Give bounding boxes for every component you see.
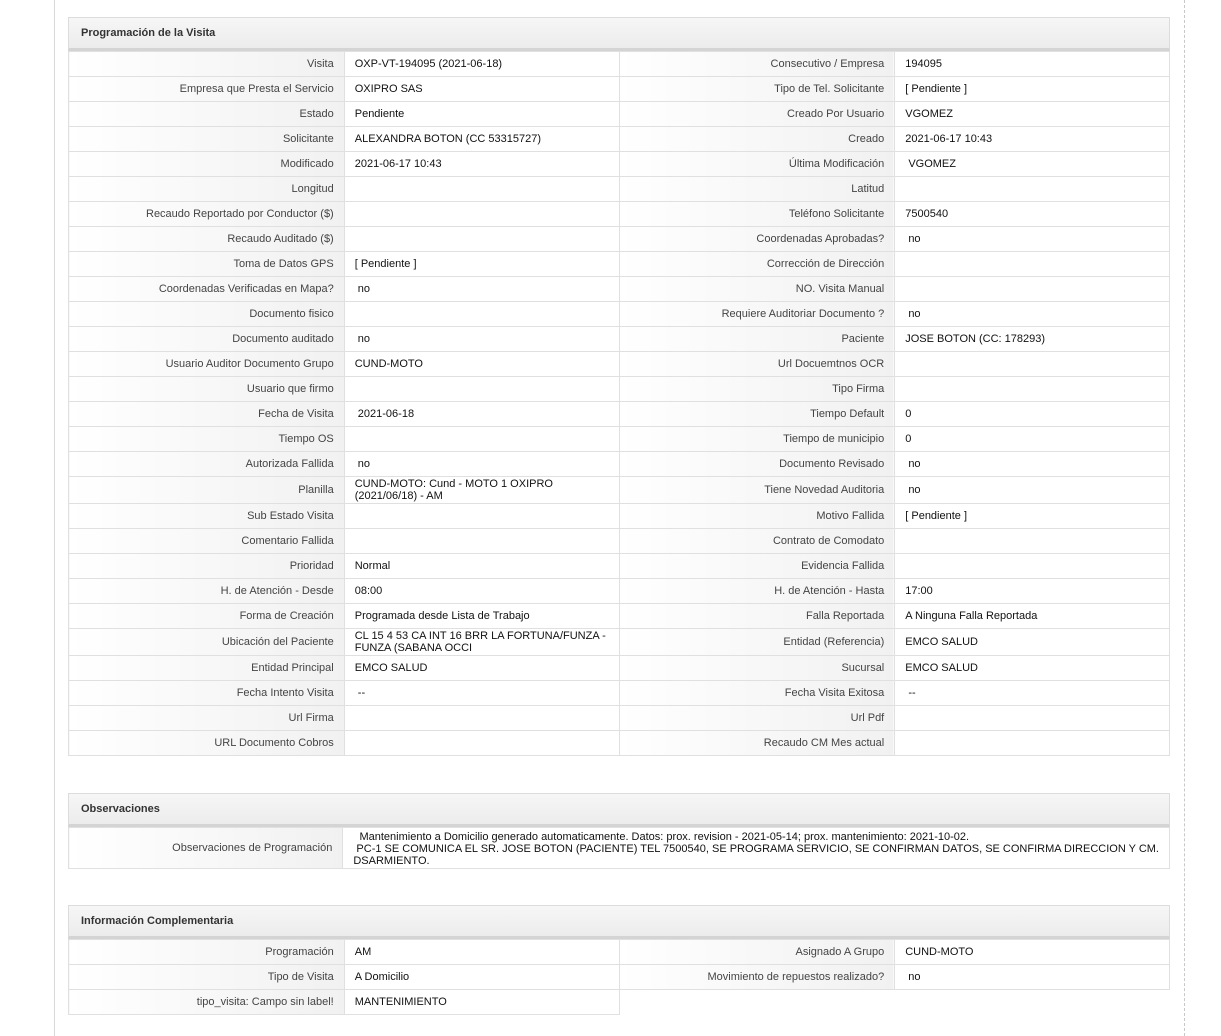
field-label: Usuario que firmo [69, 377, 345, 402]
field-value: CUND-MOTO [895, 940, 1170, 965]
field-label: Corrección de Dirección [619, 252, 895, 277]
field-value: [ Pendiente ] [895, 77, 1170, 102]
field-label: Latitud [619, 177, 895, 202]
field-label: Contrato de Comodato [619, 529, 895, 554]
field-value: A Domicilio [344, 965, 619, 990]
table-row [69, 965, 1170, 990]
field-value: -- [344, 681, 619, 706]
field-value: [ Pendiente ] [344, 252, 619, 277]
complementaria-panel [68, 905, 1170, 1015]
field-value: Programada desde Lista de Trabajo [344, 604, 619, 629]
table-row [69, 377, 1170, 402]
field-label: Entidad Principal [69, 656, 345, 681]
field-value [895, 731, 1170, 756]
field-value [344, 377, 619, 402]
field-label: Modificado [69, 152, 345, 177]
field-label: Planilla [69, 477, 345, 504]
field-label: Última Modificación [619, 152, 895, 177]
field-label: Autorizada Fallida [69, 452, 345, 477]
field-label: Longitud [69, 177, 345, 202]
field-label: Url Docuemtnos OCR [619, 352, 895, 377]
table-row [69, 681, 1170, 706]
field-value [895, 706, 1170, 731]
table-row [69, 656, 1170, 681]
field-value [344, 202, 619, 227]
field-label: H. de Atención - Hasta [619, 579, 895, 604]
field-label: Ubicación del Paciente [69, 629, 345, 656]
field-label: Evidencia Fallida [619, 554, 895, 579]
field-label: Movimiento de repuestos realizado? [619, 965, 895, 990]
field-value [895, 529, 1170, 554]
field-label: Forma de Creación [69, 604, 345, 629]
observaciones-line: DSARMIENTO. [353, 854, 430, 867]
field-label: Visita [69, 52, 345, 77]
field-label: Url Pdf [619, 706, 895, 731]
field-label: Url Firma [69, 706, 345, 731]
field-value: OXP-VT-194095 (2021-06-18) [344, 52, 619, 77]
field-label: Fecha de Visita [69, 402, 345, 427]
observaciones-value [343, 828, 1170, 869]
field-value [344, 427, 619, 452]
table-row [69, 127, 1170, 152]
field-value: Pendiente [344, 102, 619, 127]
field-value [344, 731, 619, 756]
field-label: Estado [69, 102, 345, 127]
field-value: 7500540 [895, 202, 1170, 227]
field-value [895, 352, 1170, 377]
field-value: 0 [895, 427, 1170, 452]
field-label: Sub Estado Visita [69, 504, 345, 529]
field-value: no [895, 965, 1170, 990]
field-label: NO. Visita Manual [619, 277, 895, 302]
field-value: -- [895, 681, 1170, 706]
field-value: VGOMEZ [895, 152, 1170, 177]
field-value: no [895, 452, 1170, 477]
right-dashed-border [1184, 0, 1185, 1036]
field-value: 2021-06-17 10:43 [344, 152, 619, 177]
field-label: Documento auditado [69, 327, 345, 352]
field-value [344, 177, 619, 202]
field-label: Recaudo Reportado por Conductor ($) [69, 202, 345, 227]
field-label: Requiere Auditoriar Documento ? [619, 302, 895, 327]
field-value [895, 177, 1170, 202]
programacion-header: Programación de la Visita [68, 17, 1170, 51]
table-row [69, 327, 1170, 352]
table-row [69, 529, 1170, 554]
programacion-table [68, 51, 1170, 756]
field-value: no [344, 452, 619, 477]
field-label: Tipo de Tel. Solicitante [619, 77, 895, 102]
table-row [69, 277, 1170, 302]
field-label: tipo_visita: Campo sin label! [69, 990, 345, 1015]
table-row [69, 731, 1170, 756]
field-label: Documento fisico [69, 302, 345, 327]
field-label: Prioridad [69, 554, 345, 579]
table-row [69, 402, 1170, 427]
field-label: Sucursal [619, 656, 895, 681]
field-label: Tiempo OS [69, 427, 345, 452]
field-value [895, 277, 1170, 302]
table-row [69, 202, 1170, 227]
table-row [69, 102, 1170, 127]
field-value: CL 15 4 53 CA INT 16 BRR LA FORTUNA/FUNZA - FUNZA (SABANA OCCI [344, 629, 619, 656]
table-row [69, 452, 1170, 477]
table-row [69, 227, 1170, 252]
table-row [69, 579, 1170, 604]
field-value: AM [344, 940, 619, 965]
field-label: Fecha Intento Visita [69, 681, 345, 706]
field-label: Recaudo CM Mes actual [619, 731, 895, 756]
table-row [69, 554, 1170, 579]
field-value: EMCO SALUD [895, 656, 1170, 681]
field-value: no [344, 327, 619, 352]
table-row [69, 302, 1170, 327]
field-label: URL Documento Cobros [69, 731, 345, 756]
field-value [344, 706, 619, 731]
table-row [69, 177, 1170, 202]
table-row [69, 629, 1170, 656]
field-value: no [895, 227, 1170, 252]
table-row [69, 940, 1170, 965]
field-label: Consecutivo / Empresa [619, 52, 895, 77]
programacion-panel [68, 17, 1170, 756]
field-label: Tipo de Visita [69, 965, 345, 990]
field-label: H. de Atención - Desde [69, 579, 345, 604]
field-label: Tiempo Default [619, 402, 895, 427]
field-value: VGOMEZ [895, 102, 1170, 127]
observaciones-line: PC-1 SE COMUNICA EL SR. JOSE BOTON (PACIENTE) TEL 7500540, SE PROGRAMA SERVICIO, SE CONFIRMAN DATOS, SE CONFIRMA DIRECCION Y CM. [353, 842, 1159, 855]
complementaria-header: Información Complementaria [68, 905, 1170, 939]
field-label: Paciente [619, 327, 895, 352]
complementaria-table [68, 939, 1170, 1015]
field-label: Comentario Fallida [69, 529, 345, 554]
field-value: CUND-MOTO [344, 352, 619, 377]
observaciones-panel [68, 793, 1170, 869]
field-label: Tiene Novedad Auditoria [619, 477, 895, 504]
field-value [344, 302, 619, 327]
field-value: MANTENIMIENTO [344, 990, 619, 1015]
field-label: Toma de Datos GPS [69, 252, 345, 277]
field-label: Fecha Visita Exitosa [619, 681, 895, 706]
table-row [69, 477, 1170, 504]
field-label: Programación [69, 940, 345, 965]
field-label: Documento Revisado [619, 452, 895, 477]
observaciones-line: Mantenimiento a Domicilio generado automaticamente. Datos: prox. revision - 2021-05-14; prox. mantenimiento: 2021-10-02. [353, 830, 970, 843]
field-label: Creado Por Usuario [619, 102, 895, 127]
table-row [69, 152, 1170, 177]
field-value: no [344, 277, 619, 302]
field-value: JOSE BOTON (CC: 178293) [895, 327, 1170, 352]
table-row [69, 52, 1170, 77]
field-label: Entidad (Referencia) [619, 629, 895, 656]
table-row [69, 77, 1170, 102]
field-value: 17:00 [895, 579, 1170, 604]
field-value [344, 504, 619, 529]
field-label: Asignado A Grupo [619, 940, 895, 965]
field-label: Teléfono Solicitante [619, 202, 895, 227]
observaciones-header: Observaciones [68, 793, 1170, 827]
field-value: 194095 [895, 52, 1170, 77]
field-value: no [895, 302, 1170, 327]
field-label: Motivo Fallida [619, 504, 895, 529]
table-row [69, 604, 1170, 629]
field-value: 2021-06-18 [344, 402, 619, 427]
field-label: Coordenadas Aprobadas? [619, 227, 895, 252]
field-value: no [895, 477, 1170, 504]
table-row [69, 352, 1170, 377]
field-value [344, 227, 619, 252]
field-value [895, 554, 1170, 579]
field-value [344, 529, 619, 554]
table-row [69, 706, 1170, 731]
field-value: 08:00 [344, 579, 619, 604]
field-value: ALEXANDRA BOTON (CC 53315727) [344, 127, 619, 152]
table-row [69, 427, 1170, 452]
field-label: Empresa que Presta el Servicio [69, 77, 345, 102]
field-value: A Ninguna Falla Reportada [895, 604, 1170, 629]
field-label: Creado [619, 127, 895, 152]
field-value: 0 [895, 402, 1170, 427]
field-value [895, 252, 1170, 277]
table-row [69, 252, 1170, 277]
field-label: Recaudo Auditado ($) [69, 227, 345, 252]
table-row [69, 504, 1170, 529]
field-label: Tipo Firma [619, 377, 895, 402]
field-label: Tiempo de municipio [619, 427, 895, 452]
field-label: Observaciones de Programación [69, 828, 343, 869]
empty-cell [619, 990, 1170, 1015]
left-border-line [54, 0, 55, 1036]
table-row [69, 828, 1170, 869]
field-label: Solicitante [69, 127, 345, 152]
field-value: CUND-MOTO: Cund - MOTO 1 OXIPRO (2021/06/18) - AM [344, 477, 619, 504]
field-value: EMCO SALUD [344, 656, 619, 681]
observaciones-table [68, 827, 1170, 869]
table-row [69, 990, 1170, 1015]
field-value: OXIPRO SAS [344, 77, 619, 102]
field-value: EMCO SALUD [895, 629, 1170, 656]
field-value: Normal [344, 554, 619, 579]
field-label: Usuario Auditor Documento Grupo [69, 352, 345, 377]
field-label: Coordenadas Verificadas en Mapa? [69, 277, 345, 302]
field-value [895, 377, 1170, 402]
field-value: [ Pendiente ] [895, 504, 1170, 529]
field-value: 2021-06-17 10:43 [895, 127, 1170, 152]
field-label: Falla Reportada [619, 604, 895, 629]
